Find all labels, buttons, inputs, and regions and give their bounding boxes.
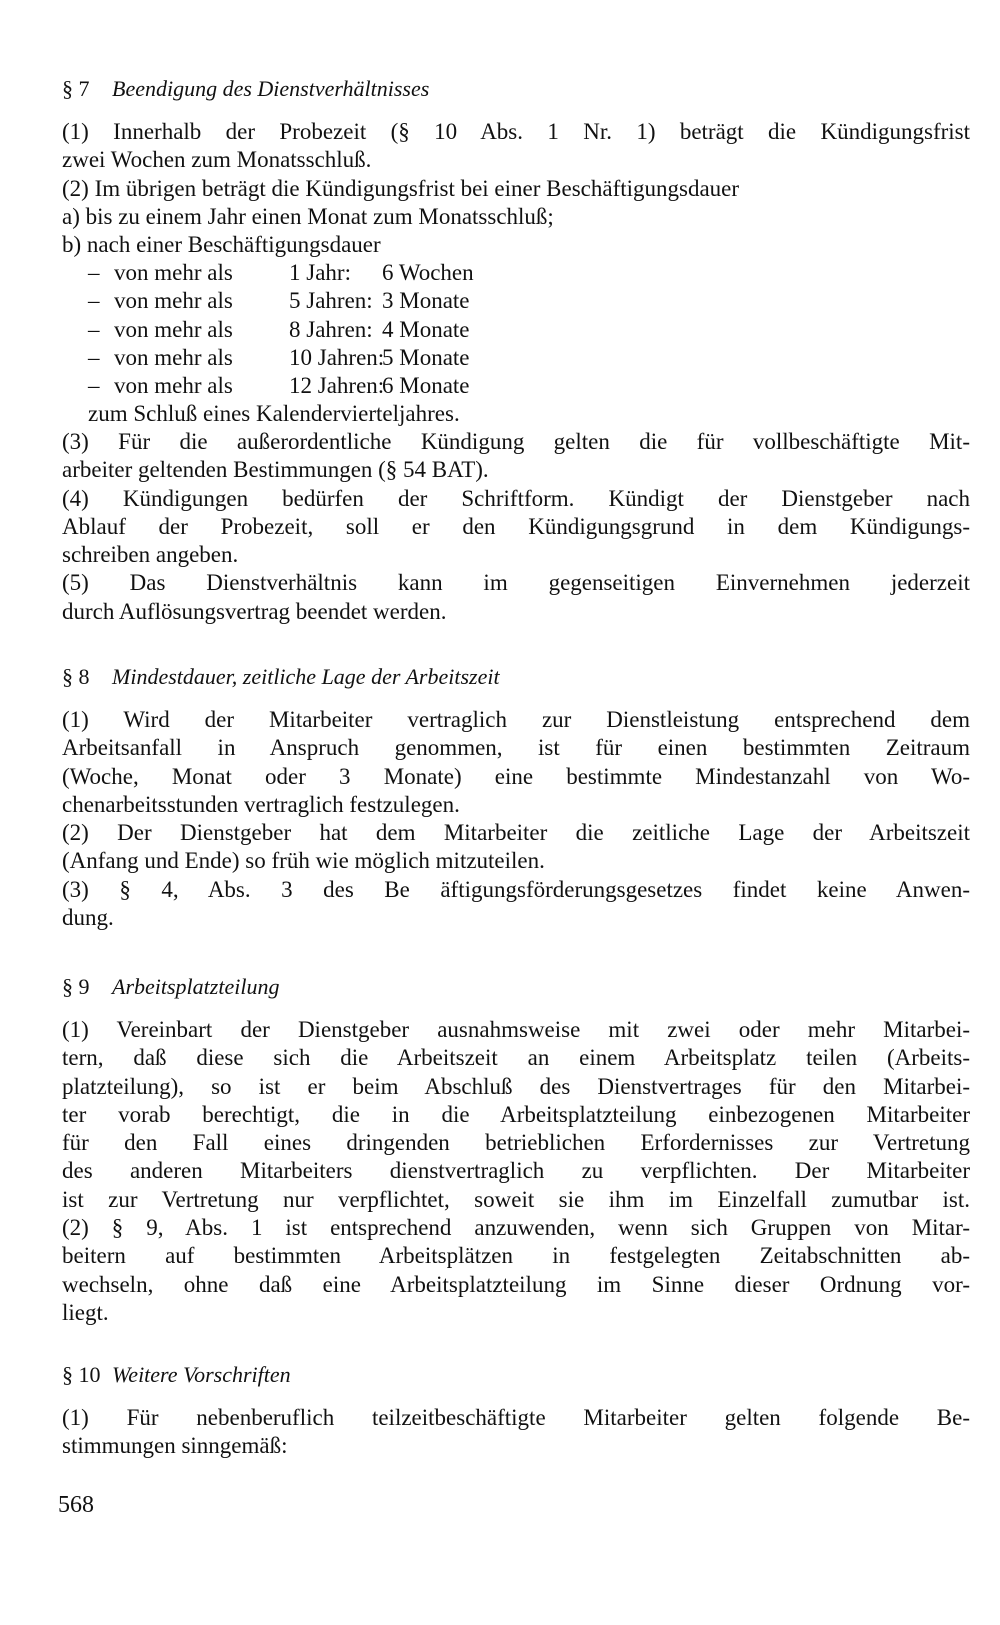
text-line: (1) Für nebenberuflich teilzeitbeschäftigte Mitarbeiter gelten folgende Be-	[62, 1405, 970, 1430]
list-item: – von mehr als 1 Jahr: 6 Wochen	[88, 260, 474, 285]
text-line: dung.	[62, 905, 114, 931]
section-heading	[62, 1362, 291, 1388]
paragraph	[62, 428, 970, 626]
text-line: (1) Vereinbart der Dienstgeber ausnahmsweise mit zwei oder mehr Mitarbei-	[62, 1017, 970, 1042]
text-line: (2) Im übrigen beträgt die Kündigungsfrist bei einer Beschäftigungsdauer	[62, 175, 740, 201]
text-line: wechseln, ohne daß eine Arbeitsplatzteilung im Sinne dieser Ordnung vor-	[62, 1271, 970, 1297]
text-line: platzteilung), so ist er beim Abschluß des Dienstvertrages für den Mitarbei-	[62, 1073, 970, 1099]
text-line: stimmungen sinngemäß:	[62, 1433, 288, 1459]
text-line: tern, daß diese sich die Arbeitszeit an einem Arbeitsplatz teilen (Arbeits-	[62, 1045, 970, 1071]
paragraph	[62, 118, 970, 259]
text-line: (2) Der Dienstgeber hat dem Mitarbeiter die zeitliche Lage der Arbeitszeit	[62, 820, 970, 846]
paragraph	[62, 1404, 970, 1461]
text-line: Ablauf der Probezeit, soll er den Kündigungsgrund in dem Kündigungs-	[62, 513, 970, 539]
text-line: (4) Kündigungen bedürfen der Schriftform. Kündigt der Dienstgeber nach	[62, 485, 970, 511]
list-item: – von mehr als 5 Jahren: 3 Monate	[88, 288, 470, 314]
text-line: ter vorab berechtigt, die in die Arbeitsplatzteilung einbezogenen Mitarbeiter	[62, 1101, 970, 1127]
section-number: § 9	[62, 974, 90, 999]
text-line: zwei Wochen zum Monatsschluß.	[62, 147, 372, 173]
text-line: des anderen Mitarbeiters dienstvertraglich zu verpflichten. Der Mitarbeiter	[62, 1158, 970, 1184]
text-line: (5) Das Dienstverhältnis kann im gegenseitigen Einvernehmen jederzeit	[62, 570, 970, 596]
text-line: (2) § 9, Abs. 1 ist entsprechend anzuwenden, wenn sich Gruppen von Mitar-	[62, 1215, 970, 1241]
section-title: Weitere Vorschriften	[112, 1362, 291, 1387]
notice-period-list	[88, 259, 474, 400]
list-item: – von mehr als 8 Jahren: 4 Monate	[88, 316, 470, 342]
section-number: § 10	[62, 1362, 101, 1387]
paragraph	[62, 1016, 970, 1327]
section-heading	[62, 974, 279, 1000]
list-item: – von mehr als 10 Jahren: 5 Monate	[88, 344, 470, 370]
text-line: (3) § 4, Abs. 3 des Be äftigungsförderungsgesetzes findet keine Anwen-	[62, 876, 970, 902]
section-title: Mindestdauer, zeitliche Lage der Arbeitszeit	[112, 664, 500, 689]
section-number: § 7	[62, 76, 90, 101]
text-line: durch Auflösungsvertrag beendet werden.	[62, 598, 447, 624]
text-line: (1) Innerhalb der Probezeit (§ 10 Abs. 1 Nr. 1) beträgt die Kündigungsfrist	[62, 119, 970, 144]
text-line: (Woche, Monat oder 3 Monate) eine bestimmte Mindestanzahl von Wo-	[62, 763, 970, 789]
section-title: Beendigung des Dienstverhältnisses	[112, 76, 430, 101]
text-line: beitern auf bestimmten Arbeitsplätzen in festgelegten Zeitabschnitten ab-	[62, 1243, 970, 1269]
list-item: – von mehr als 12 Jahren: 6 Monate	[88, 373, 470, 399]
text-line: (Anfang und Ende) so früh wie möglich mitzuteilen.	[62, 848, 545, 874]
section-heading	[62, 76, 429, 102]
page-number: 568	[58, 1492, 94, 1518]
text-line: zum Schluß eines Kalendervierteljahres.	[88, 401, 460, 426]
section-title: Arbeitsplatzteilung	[112, 974, 280, 999]
text-line: (1) Wird der Mitarbeiter vertraglich zur Dienstleistung entsprechend dem	[62, 707, 970, 732]
text-line: a) bis zu einem Jahr einen Monat zum Monatsschluß;	[62, 203, 554, 229]
paragraph	[62, 706, 970, 932]
paragraph	[88, 400, 968, 428]
text-line: schreiben angeben.	[62, 542, 239, 568]
text-line: (3) Für die außerordentliche Kündigung gelten die für vollbeschäftigte Mit-	[62, 429, 970, 454]
text-line: Arbeitsanfall in Anspruch genommen, ist für einen bestimmten Zeitraum	[62, 735, 970, 761]
text-line: für den Fall eines dringenden betrieblichen Erfordernisses zur Vertretung	[62, 1130, 970, 1156]
text-line: b) nach einer Beschäftigungsdauer	[62, 232, 381, 258]
text-line: liegt.	[62, 1299, 109, 1325]
text-line: chenarbeitsstunden vertraglich festzulegen.	[62, 791, 460, 817]
text-line: arbeiter geltenden Bestimmungen (§ 54 BAT).	[62, 457, 489, 483]
section-number: § 8	[62, 664, 90, 689]
section-heading	[62, 664, 500, 690]
text-line: ist zur Vertretung nur verpflichtet, soweit sie ihm im Einzelfall zumutbar ist.	[62, 1186, 970, 1212]
